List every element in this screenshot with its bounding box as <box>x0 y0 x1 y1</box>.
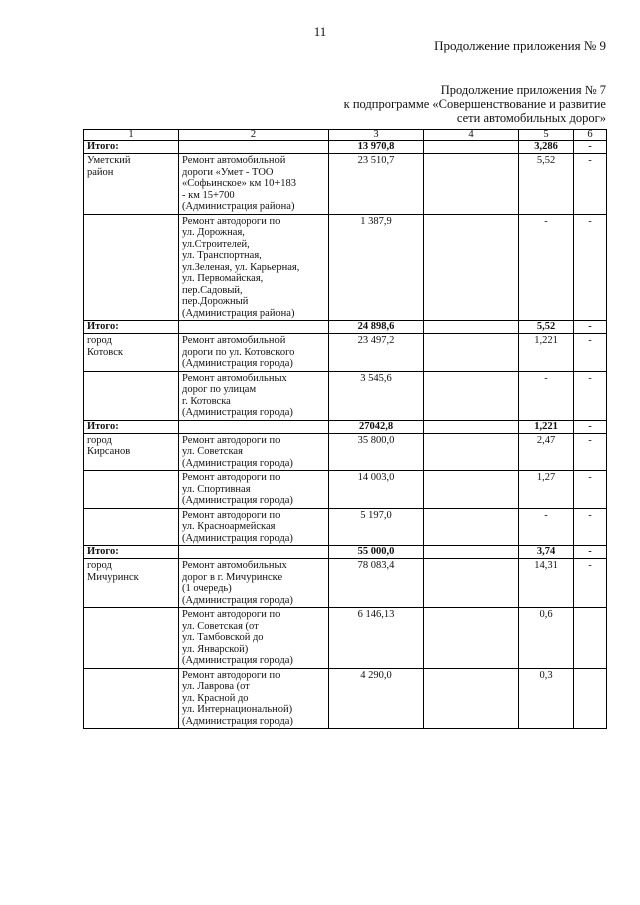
length-cell: 0,3 <box>519 668 574 729</box>
cell-line: (Администрация города) <box>182 495 293 506</box>
area-cell <box>84 371 179 420</box>
cell-line: (1 очередь) <box>182 583 232 594</box>
cell-line: дорог по улицам <box>182 384 257 395</box>
cost-cell: 14 003,0 <box>329 471 424 509</box>
cost-cell: 23 497,2 <box>329 334 424 372</box>
total-row <box>84 141 607 154</box>
cell-line: пер.Дорожный <box>182 296 249 307</box>
area-cell <box>84 508 179 546</box>
cell-line: город <box>87 335 112 346</box>
cost-cell: 3 545,6 <box>329 371 424 420</box>
column-header: 1 <box>84 130 179 141</box>
cell-line: Кирсанов <box>87 446 131 457</box>
table-row <box>84 668 607 729</box>
project-cell <box>179 334 329 372</box>
col4-cell <box>424 668 519 729</box>
appendix-title: Продолжение приложения № 9 <box>434 38 606 53</box>
length-cell: - <box>519 508 574 546</box>
col6-cell: - <box>574 559 607 608</box>
col4-cell <box>424 420 519 433</box>
cost-cell: 1 387,9 <box>329 214 424 321</box>
table-row <box>84 608 607 669</box>
cell-line: Ремонт автодороги по <box>182 669 281 681</box>
cell-line: дороги по ул. Котовского <box>182 346 295 358</box>
cell-line: ул. Советская <box>182 446 243 457</box>
cost-cell: 27042,8 <box>329 420 424 433</box>
col4-cell <box>424 371 519 420</box>
total-row <box>84 420 607 433</box>
length-cell: 3,74 <box>519 546 574 559</box>
cell-line: Ремонт автодороги по <box>182 509 281 521</box>
col4-cell <box>424 559 519 608</box>
cell-line: Ремонт автомобильной <box>182 335 286 346</box>
length-cell: - <box>519 371 574 420</box>
project-cell <box>179 559 329 608</box>
col6-cell: - <box>574 471 607 509</box>
cell-line: ул. Январской) <box>182 643 249 655</box>
col4-cell <box>424 608 519 669</box>
cell-line: ул. Первомайская, <box>182 273 264 284</box>
col6-cell: - <box>574 433 607 471</box>
col4-cell <box>424 508 519 546</box>
table-row <box>84 154 607 215</box>
col4-cell <box>424 154 519 215</box>
subtitle-line: сети автомобильных дорог» <box>456 111 606 125</box>
cell-line: дорог в г. Мичуринске <box>182 571 283 583</box>
cell-line: (Администрация района) <box>182 307 295 319</box>
cell-line: Уметский <box>87 155 131 166</box>
column-header: 4 <box>424 130 519 141</box>
cell-line: пер.Садовый, <box>182 284 243 296</box>
table-row <box>84 508 607 546</box>
table-body <box>84 141 607 729</box>
cost-cell: 13 970,8 <box>329 141 424 154</box>
col6-cell: - <box>574 371 607 420</box>
cell-line: Ремонт автомобильных <box>182 372 287 384</box>
cost-cell: 55 000,0 <box>329 546 424 559</box>
table-row <box>84 559 607 608</box>
length-cell: 5,52 <box>519 154 574 215</box>
col4-cell <box>424 141 519 154</box>
cell-line: (Администрация города) <box>182 594 293 606</box>
area-cell <box>84 214 179 321</box>
col6-cell <box>574 608 607 669</box>
cell-line: город <box>87 434 112 446</box>
project-cell <box>179 546 329 559</box>
length-cell: 1,221 <box>519 334 574 372</box>
project-cell <box>179 141 329 154</box>
total-label-cell: Итого: <box>84 546 179 559</box>
total-label-cell: Итого: <box>84 420 179 433</box>
col6-cell: - <box>574 141 607 154</box>
area-cell <box>84 668 179 729</box>
col6-cell: - <box>574 334 607 372</box>
project-cell <box>179 508 329 546</box>
cell-line: Ремонт автодороги по <box>182 215 281 227</box>
area-cell <box>84 559 179 608</box>
total-row <box>84 546 607 559</box>
cell-line: ул. Тамбовской до <box>182 632 264 643</box>
header-row <box>84 130 607 141</box>
col6-cell: - <box>574 154 607 215</box>
cell-line: г. Котовска <box>182 395 231 407</box>
col6-cell: - <box>574 546 607 559</box>
cell-line: (Администрация города) <box>182 407 293 418</box>
cell-line: район <box>87 166 114 178</box>
cell-line: ул. Спортивная <box>182 483 251 495</box>
length-cell: 1,27 <box>519 471 574 509</box>
col6-cell: - <box>574 508 607 546</box>
cell-line: (Администрация города) <box>182 457 293 469</box>
col4-cell <box>424 471 519 509</box>
cell-line: город <box>87 560 112 571</box>
project-cell <box>179 433 329 471</box>
col4-cell <box>424 321 519 334</box>
total-row <box>84 321 607 334</box>
cell-line: «Софьинское» км 10+183 <box>182 178 297 189</box>
cell-line: (Администрация города) <box>182 358 293 369</box>
cell-line: ул. Дорожная, <box>182 227 245 238</box>
table-row <box>84 214 607 321</box>
cell-line: ул. Лаврова (от <box>182 681 250 692</box>
area-cell <box>84 154 179 215</box>
col6-cell <box>574 668 607 729</box>
subtitle-line: Продолжение приложения № 7 <box>440 83 606 97</box>
col4-cell <box>424 433 519 471</box>
cost-cell: 24 898,6 <box>329 321 424 334</box>
col4-cell <box>424 334 519 372</box>
cell-line: Ремонт автодороги по <box>182 434 281 446</box>
cell-line: Котовск <box>87 346 123 358</box>
project-cell <box>179 321 329 334</box>
project-cell <box>179 608 329 669</box>
length-cell: - <box>519 214 574 321</box>
data-table <box>83 129 607 729</box>
project-cell <box>179 371 329 420</box>
cell-line: (Администрация района) <box>182 201 295 212</box>
cell-line: ул. Красной до <box>182 692 249 704</box>
column-header: 2 <box>179 130 329 141</box>
length-cell: 1,221 <box>519 420 574 433</box>
cost-cell: 78 083,4 <box>329 559 424 608</box>
area-cell <box>84 608 179 669</box>
cell-line: ул. Интернациональной) <box>182 704 293 715</box>
project-cell <box>179 214 329 321</box>
cell-line: ул.Зеленая, ул. Карьерная, <box>182 261 300 273</box>
length-cell: 2,47 <box>519 433 574 471</box>
project-cell <box>179 420 329 433</box>
cost-cell: 5 197,0 <box>329 508 424 546</box>
cell-line: дороги «Умет - ТОО <box>182 166 274 178</box>
column-header: 3 <box>329 130 424 141</box>
cell-line: - км 15+700 <box>182 189 235 201</box>
column-header: 6 <box>574 130 607 141</box>
length-cell: 5,52 <box>519 321 574 334</box>
total-label-cell: Итого: <box>84 321 179 334</box>
cell-line: ул. Транспортная, <box>182 250 262 261</box>
cost-cell: 4 290,0 <box>329 668 424 729</box>
cell-line: ул. Красноармейская <box>182 521 276 532</box>
cell-line: (Администрация города) <box>182 655 293 666</box>
subtitle-line: к подпрограмме «Совершенствование и развитие <box>343 97 606 111</box>
project-cell <box>179 154 329 215</box>
cell-line: Ремонт автомобильной <box>182 155 286 166</box>
project-cell <box>179 471 329 509</box>
length-cell: 14,31 <box>519 559 574 608</box>
col6-cell: - <box>574 321 607 334</box>
col4-cell <box>424 214 519 321</box>
table-row <box>84 471 607 509</box>
cost-cell: 35 800,0 <box>329 433 424 471</box>
cell-line: Ремонт автодороги по <box>182 609 281 620</box>
project-cell <box>179 668 329 729</box>
area-cell <box>84 471 179 509</box>
cell-line: Ремонт автомобильных <box>182 560 287 571</box>
page-number: 11 <box>313 24 327 39</box>
table-row <box>84 334 607 372</box>
cell-line: Ремонт автодороги по <box>182 472 281 483</box>
subtitle <box>344 83 606 125</box>
cell-line: ул.Строителей, <box>182 238 250 250</box>
cell-line: (Администрация города) <box>182 715 293 727</box>
col4-cell <box>424 546 519 559</box>
table-row <box>84 371 607 420</box>
col6-cell: - <box>574 214 607 321</box>
cell-line: (Администрация города) <box>182 532 293 544</box>
cell-line: ул. Советская (от <box>182 620 259 632</box>
cell-line: Мичуринск <box>87 571 139 583</box>
column-header: 5 <box>519 130 574 141</box>
area-cell <box>84 334 179 372</box>
col6-cell: - <box>574 420 607 433</box>
cost-cell: 6 146,13 <box>329 608 424 669</box>
length-cell: 0,6 <box>519 608 574 669</box>
length-cell: 3,286 <box>519 141 574 154</box>
table-row <box>84 433 607 471</box>
area-cell <box>84 433 179 471</box>
total-label-cell: Итого: <box>84 141 179 154</box>
cost-cell: 23 510,7 <box>329 154 424 215</box>
